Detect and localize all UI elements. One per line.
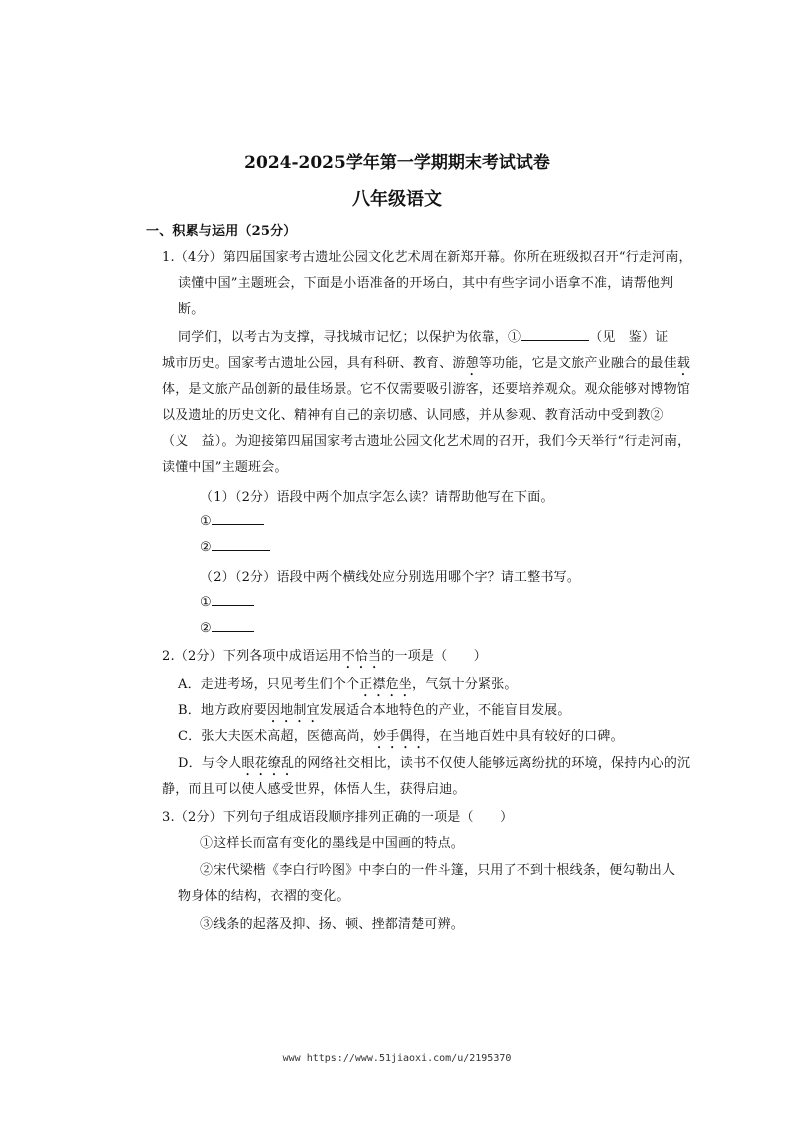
q2-stem-text: 2.（2分）下列各项中成语运用 — [162, 649, 342, 664]
q1-passage-text: 城市历史。国家考古遗址公园，具有科研、教育、游 — [162, 356, 466, 371]
q1-passage-line5: （义 益）。为迎接第四届国家考古遗址公园文化艺术周的召开，我们今天举行“行走河南， — [162, 434, 691, 449]
q1-sub2-answer-1 — [200, 593, 254, 610]
option-text: C．张大夫医术高超，医德高尚， — [178, 729, 373, 744]
exam-title: 2024-2025学年第一学期期末考试试卷 — [244, 153, 550, 173]
answer-blank[interactable] — [212, 512, 264, 525]
option-text: 的网络社交相比，读书不仅使人能够远离纷扰的环境，保持内心的沉 — [294, 756, 691, 771]
answer-label: ① — [200, 595, 212, 610]
option-idiom: 因地制宜 — [266, 703, 320, 718]
q1-sub1-prompt: （1）（2分）语段中两个加点字怎么读？请帮助他写在下面。 — [200, 490, 554, 505]
option-idiom: 正襟危坐 — [359, 677, 413, 692]
q1-sub1-answer-2 — [200, 538, 270, 555]
section-heading: 一、积累与运用（25分） — [146, 224, 297, 239]
answer-label: ① — [200, 514, 212, 529]
answer-blank[interactable] — [212, 619, 254, 632]
q1-passage-line4: 以及遗址的历史文化、精神有自己的亲切感、认同感，并从参观、教育活动中受到教② — [162, 408, 664, 423]
q3-sentence-1: ①这样长而富有变化的墨线是中国画的特点。 — [200, 836, 465, 851]
q1-line2: 读懂中国”主题班会，下面是小语准备的开场白，其中有些字词小语拿不准，请帮他判 — [178, 276, 674, 291]
option-text: A．走进考场，只见考生们个个 — [178, 677, 360, 692]
option-text: D．与令人 — [178, 756, 242, 771]
q1-passage-text: 等功能，它是文旅产业融合的最佳 — [478, 356, 677, 371]
dotted-char-2: 载 — [676, 356, 691, 371]
answer-label: ② — [200, 621, 212, 636]
q1-passage-text: （见 鉴）证 — [589, 330, 669, 345]
option-text: 发展适合本地特色的产业，不能盲目发展。 — [319, 703, 571, 718]
exam-subtitle: 八年级语文 — [352, 189, 442, 210]
option-text: ，气氛十分紧张。 — [412, 677, 518, 692]
q2-option-b — [178, 699, 571, 726]
q3-stem: 3.（2分）下列句子组成语段顺序排列正确的一项是（ ） — [162, 810, 514, 825]
q2-option-d — [178, 752, 690, 779]
q1-sub2-answer-2 — [200, 619, 254, 636]
option-idiom: 妙手偶得 — [372, 729, 426, 744]
q1-line1: 1.（4分）第四届国家考古遗址公园文化艺术周在新郑开幕。你所在班级拟召开“行走河南， — [162, 250, 692, 265]
q1-passage-line6: 读懂中国”主题班会。 — [162, 460, 288, 475]
q1-sub1-answer-1 — [200, 512, 264, 529]
answer-blank[interactable] — [212, 538, 270, 551]
q3-sentence-3: ③线条的起落及抑、扬、顿、挫都清楚可辨。 — [200, 917, 465, 932]
q2-emphasis: 不恰当 — [341, 649, 382, 664]
q1-sub2-prompt: （2）（2分）语段中两个横线处应分别选用哪个字？请工整书写。 — [200, 570, 581, 585]
q1-passage-line3: 体，是文旅产品创新的最佳场景。它不仅需要吸引游客，还要培养观众。观众能够对博物馆 — [162, 382, 691, 397]
answer-label: ② — [200, 540, 212, 555]
option-text: ，在当地百姓中具有较好的口碑。 — [425, 729, 624, 744]
option-idiom: 眼花缭乱 — [241, 756, 295, 771]
answer-blank[interactable] — [212, 593, 254, 606]
q3-sentence-2-cont: 物身体的结构，衣褶的变化。 — [178, 889, 350, 904]
q2-option-a — [178, 673, 518, 700]
q2-stem-text: 的一项是（ ） — [381, 649, 487, 664]
q3-sentence-2: ②宋代梁楷《李白行吟图》中李白的一件斗篷，只用了不到十根线条，便勾勒出人 — [200, 863, 676, 878]
q2-stem — [162, 645, 487, 672]
q1-passage-line1 — [178, 326, 668, 345]
option-text: B．地方政府要 — [178, 703, 267, 718]
q2-option-d-cont: 静，而且可以使人感受世界，体悟人生，获得启迪。 — [162, 782, 466, 797]
q2-option-c — [178, 725, 624, 752]
q1-passage-text: 同学们，以考古为支撑，寻找城市记忆；以保护为依靠，① — [178, 330, 522, 345]
watermark-footer: www https://www.51jiaoxi.com/u/2195370 — [282, 1053, 512, 1064]
dotted-char-1: 憩 — [465, 356, 479, 371]
answer-blank-1[interactable] — [521, 328, 589, 341]
q1-line3: 断。 — [178, 302, 205, 317]
q1-passage-line2 — [162, 352, 690, 379]
